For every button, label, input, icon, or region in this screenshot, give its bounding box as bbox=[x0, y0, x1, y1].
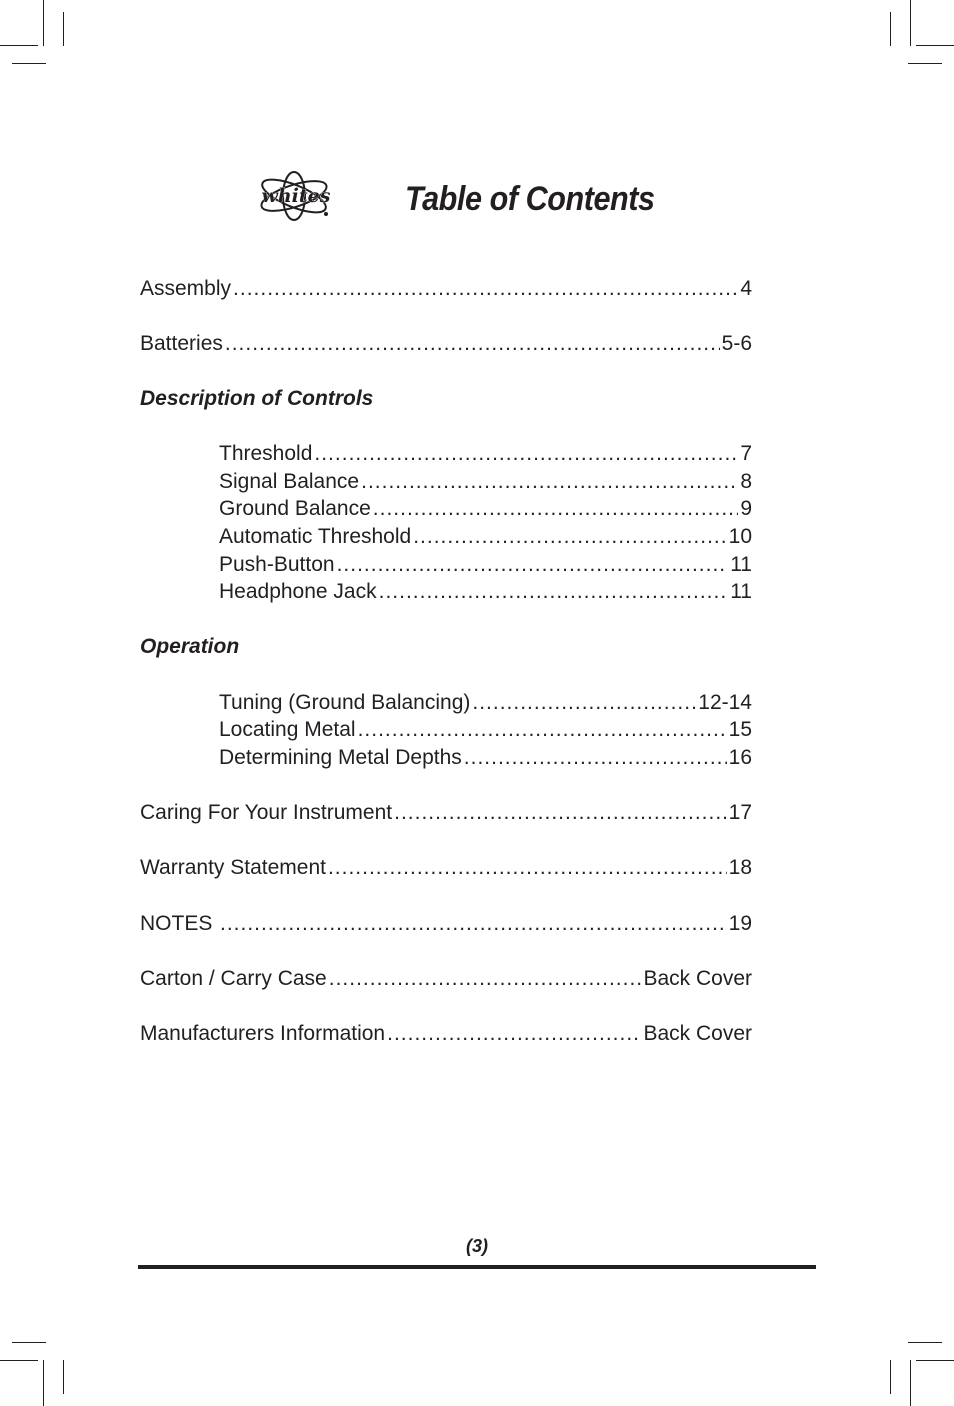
toc-entry-page: 11 bbox=[730, 580, 752, 603]
dot-leader bbox=[413, 524, 726, 550]
toc-entry-label: Carton / Carry Case bbox=[140, 967, 327, 990]
dot-leader bbox=[337, 552, 729, 578]
dot-leader bbox=[379, 579, 729, 605]
toc-entry-page: 11 bbox=[730, 553, 752, 576]
toc-entry-label: NOTES bbox=[140, 912, 213, 935]
toc-entry-batteries[interactable] bbox=[140, 331, 752, 357]
toc-entry-page: Back Cover bbox=[643, 1022, 752, 1045]
toc-entry-page: 4 bbox=[740, 277, 752, 300]
section-heading-operation: Operation bbox=[140, 635, 240, 658]
toc-entry-label: Warranty Statement bbox=[140, 856, 326, 879]
toc-entry-notes[interactable] bbox=[140, 911, 752, 937]
toc-entry-page: 7 bbox=[740, 442, 752, 465]
toc-entry-assembly[interactable] bbox=[140, 276, 752, 302]
toc-entry-page: 10 bbox=[728, 525, 752, 548]
dot-leader bbox=[464, 745, 727, 771]
dot-leader bbox=[225, 331, 720, 357]
toc-entry-label: Headphone Jack bbox=[219, 580, 377, 603]
dot-leader bbox=[233, 276, 738, 302]
toc-entry-push-button[interactable] bbox=[219, 552, 752, 578]
toc-entry-label: Manufacturers Information bbox=[140, 1022, 386, 1045]
toc-entry-ground-balance[interactable] bbox=[219, 496, 752, 522]
toc-entry-label: Determining Metal Depths bbox=[219, 746, 462, 769]
toc-entry-caring[interactable] bbox=[140, 800, 752, 826]
toc-entry-page: 9 bbox=[740, 497, 752, 520]
toc-entry-warranty[interactable] bbox=[140, 855, 752, 881]
toc-entry-page: 8 bbox=[740, 470, 752, 493]
toc-entry-label: Automatic Threshold bbox=[219, 525, 412, 548]
toc-entry-page: 17 bbox=[728, 801, 752, 824]
dot-leader bbox=[472, 690, 696, 716]
dot-leader bbox=[358, 717, 727, 743]
toc-entry-label: Caring For Your Instrument bbox=[140, 801, 393, 824]
dot-leader bbox=[220, 911, 727, 937]
toc-entry-label: Ground Balance bbox=[219, 497, 371, 520]
logo-text: whites bbox=[261, 185, 331, 207]
toc-entry-label: Assembly bbox=[140, 277, 232, 300]
toc-entry-page: 19 bbox=[728, 912, 752, 935]
toc-entry-label: Locating Metal bbox=[219, 718, 356, 741]
toc-entry-tuning[interactable] bbox=[219, 690, 752, 716]
toc-entry-signal-balance[interactable] bbox=[219, 469, 752, 495]
toc-entry-carton[interactable] bbox=[140, 966, 752, 992]
dot-leader bbox=[373, 496, 739, 522]
dot-leader bbox=[328, 855, 727, 881]
dot-leader bbox=[387, 1021, 641, 1047]
toc-entry-label: Threshold bbox=[219, 442, 313, 465]
dot-leader bbox=[329, 966, 642, 992]
page-title: Table of Contents bbox=[405, 180, 655, 218]
toc-entry-determining-depths[interactable] bbox=[219, 745, 752, 771]
toc-entry-manufacturers[interactable] bbox=[140, 1021, 752, 1047]
toc-entry-page: 16 bbox=[728, 746, 752, 769]
page-number: (3) bbox=[466, 1236, 488, 1256]
toc-entry-page: 12-14 bbox=[698, 691, 752, 714]
toc-entry-label: Tuning (Ground Balancing) bbox=[219, 691, 471, 714]
toc-entry-locating-metal[interactable] bbox=[219, 717, 752, 743]
toc-entry-automatic-threshold[interactable] bbox=[219, 524, 752, 550]
dot-leader bbox=[361, 469, 738, 495]
toc-entry-page: 15 bbox=[728, 718, 752, 741]
toc-entry-page: 18 bbox=[728, 856, 752, 879]
dot-leader bbox=[394, 800, 727, 826]
footer-rule bbox=[138, 1265, 816, 1269]
toc-entry-page: 5-6 bbox=[721, 332, 752, 355]
toc-entry-threshold[interactable] bbox=[219, 441, 752, 467]
toc-entry-page: Back Cover bbox=[643, 967, 752, 990]
toc-entry-label: Batteries bbox=[140, 332, 223, 355]
toc-entry-headphone-jack[interactable] bbox=[219, 579, 752, 605]
section-heading-description: Description of Controls bbox=[140, 387, 374, 410]
toc-entry-label: Push-Button bbox=[219, 553, 335, 576]
toc-entry-label: Signal Balance bbox=[219, 470, 360, 493]
dot-leader bbox=[314, 441, 738, 467]
